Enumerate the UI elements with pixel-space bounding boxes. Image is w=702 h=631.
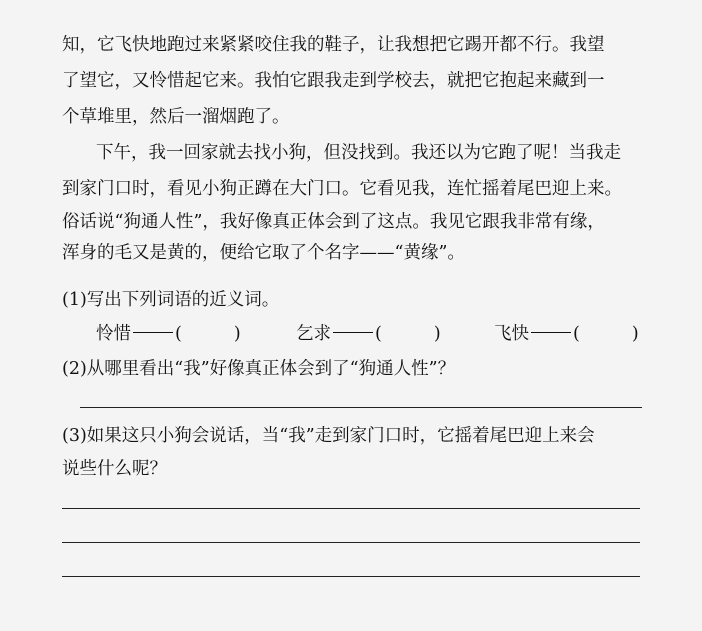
synonym-word: 怜惜 — [96, 324, 131, 344]
passage-line: 到家门口时，看见小狗正蹲在大门口。它看见我，连忙摇着尾巴迎上来。 — [62, 179, 622, 199]
paren-open: ( — [573, 324, 580, 344]
passage-line: 知，它飞快地跑过来紧紧咬住我的鞋子，让我想把它踢开都不行。我望 — [62, 35, 605, 55]
synonym-word: 飞快 — [494, 324, 529, 344]
paren-close: ) — [631, 324, 639, 344]
dash — [133, 332, 173, 333]
synonym-item — [296, 320, 441, 348]
answer-line[interactable] — [80, 407, 642, 408]
question-3-line1: (3)如果这只小狗会说话，当“我”走到家门口时，它摇着尾巴迎上来会 — [62, 426, 595, 446]
paren-open: ( — [375, 324, 382, 344]
answer-line[interactable] — [62, 508, 640, 509]
synonym-item — [494, 320, 639, 348]
paren-close: ) — [433, 324, 441, 344]
question-1: (1)写出下列词语的近义词。 — [62, 290, 280, 310]
passage-line: 浑身的毛又是黄的，便给它取了个名字——“黄缘”。 — [62, 243, 465, 263]
synonym-row — [96, 320, 656, 348]
paren-open: ( — [175, 324, 182, 344]
dash — [333, 332, 373, 333]
paren-close: ) — [233, 324, 241, 344]
passage-paragraph-start: 下午，我一回家就去找小狗，但没找到。我还以为它跑了呢！当我走 — [96, 143, 621, 163]
question-3-line2: 说些什么呢？ — [62, 459, 167, 479]
synonym-item — [96, 320, 241, 348]
answer-line[interactable] — [62, 542, 640, 543]
dash — [531, 332, 571, 333]
passage-line: 了望它，又怜惜起它来。我怕它跟我走到学校去，就把它抱起来藏到一 — [62, 71, 605, 91]
passage-line: 个草堆里，然后一溜烟跑了。 — [62, 107, 290, 127]
passage-line: 俗话说“狗通人性”，我好像真正体会到了这点。我见它跟我非常有缘， — [62, 212, 605, 232]
answer-line[interactable] — [62, 576, 640, 577]
question-2: (2)从哪里看出“我”好像真正体会到了“狗通人性”？ — [62, 359, 456, 379]
synonym-word: 乞求 — [296, 324, 331, 344]
